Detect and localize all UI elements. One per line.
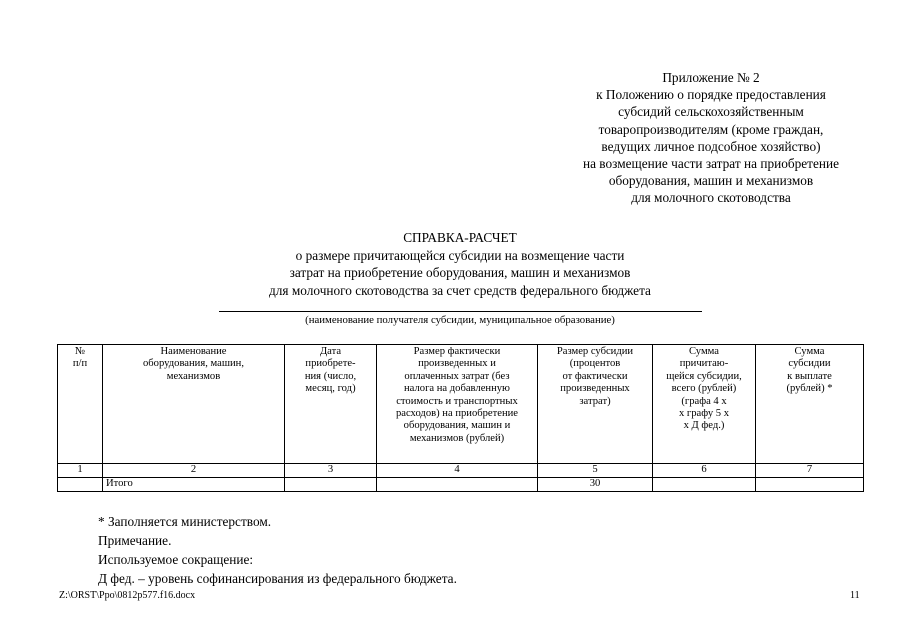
recipient-fill-line	[219, 311, 702, 312]
column-number-cell: 7	[756, 464, 864, 478]
note-line: Используемое сокращение:	[98, 552, 254, 567]
calculation-table	[57, 344, 864, 492]
header-cell-number: № п/п	[58, 345, 103, 464]
page-number: 11	[850, 590, 860, 601]
total-cell	[756, 478, 864, 492]
appendix-line: оборудования, машин и механизмов	[608, 173, 814, 189]
title-heading: СПРАВКА-РАСЧЕТ	[403, 230, 517, 245]
appendix-line: ведущих личное подсобное хозяйство)	[601, 138, 821, 154]
header-cell-purchase-date: Дата приобрете- ния (число, месяц, год)	[285, 345, 377, 464]
header-cell-subsidy-percent: Размер субсидии (процентов от фактически произведенных затрат)	[538, 345, 653, 464]
note-line: Д фед. – уровень софинансирования из федерального бюджета.	[98, 571, 457, 586]
appendix-line: на возмещение части затрат на приобретение	[582, 156, 840, 172]
appendix-line: Приложение № 2	[662, 70, 760, 85]
header-cell-subsidy-payout: Сумма субсидии к выплате (рублей) *	[756, 345, 864, 464]
document-title	[210, 229, 710, 299]
note-line: Примечание.	[98, 533, 172, 548]
column-number-cell: 4	[377, 464, 538, 478]
appendix-line: для молочного скотоводства	[631, 190, 791, 206]
column-number-cell: 1	[58, 464, 103, 478]
table-header-row	[58, 345, 864, 464]
appendix-line: к Положению о порядке предоставления	[596, 87, 826, 103]
appendix-block	[540, 69, 882, 207]
column-number-cell: 6	[653, 464, 756, 478]
total-cell	[285, 478, 377, 492]
total-label-cell: Итого	[103, 478, 285, 492]
total-cell	[377, 478, 538, 492]
total-cell	[58, 478, 103, 492]
note-line: * Заполняется министерством.	[98, 514, 272, 529]
column-number-cell: 2	[103, 464, 285, 478]
total-row	[58, 478, 864, 492]
appendix-line: товаропроизводителям (кроме граждан,	[598, 121, 824, 137]
title-line: затрат на приобретение оборудования, машин и механизмов	[289, 265, 631, 280]
footer-file-path: Z:\ORST\Ppo\0812p577.f16.docx	[59, 590, 196, 601]
header-cell-actual-costs: Размер фактически произведенных и оплаченных затрат (без налога на добавленную стоимость и транспортных расходов) на приобретение оборудования, машин и механизмов (рублей)	[377, 345, 538, 464]
title-line: о размере причитающейся субсидии на возмещение части	[295, 247, 625, 263]
notes-block	[98, 512, 457, 588]
recipient-caption: (наименование получателя субсидии, муниципальное образование)	[305, 314, 615, 326]
column-number-cell: 5	[538, 464, 653, 478]
column-numbers-row	[58, 464, 864, 478]
title-line: для молочного скотоводства за счет средств федерального бюджета	[269, 282, 651, 298]
header-cell-subsidy-total: Сумма причитаю- щейся субсидии, всего (рублей) (графа 4 х х графу 5 х х Д фед.)	[653, 345, 756, 464]
appendix-line: субсидий сельскохозяйственным	[618, 104, 804, 120]
total-cell	[653, 478, 756, 492]
header-cell-equipment-name: Наименование оборудования, машин, механизмов	[103, 345, 285, 464]
column-number-cell: 3	[285, 464, 377, 478]
total-subsidy-percent-cell: 30	[538, 478, 653, 492]
